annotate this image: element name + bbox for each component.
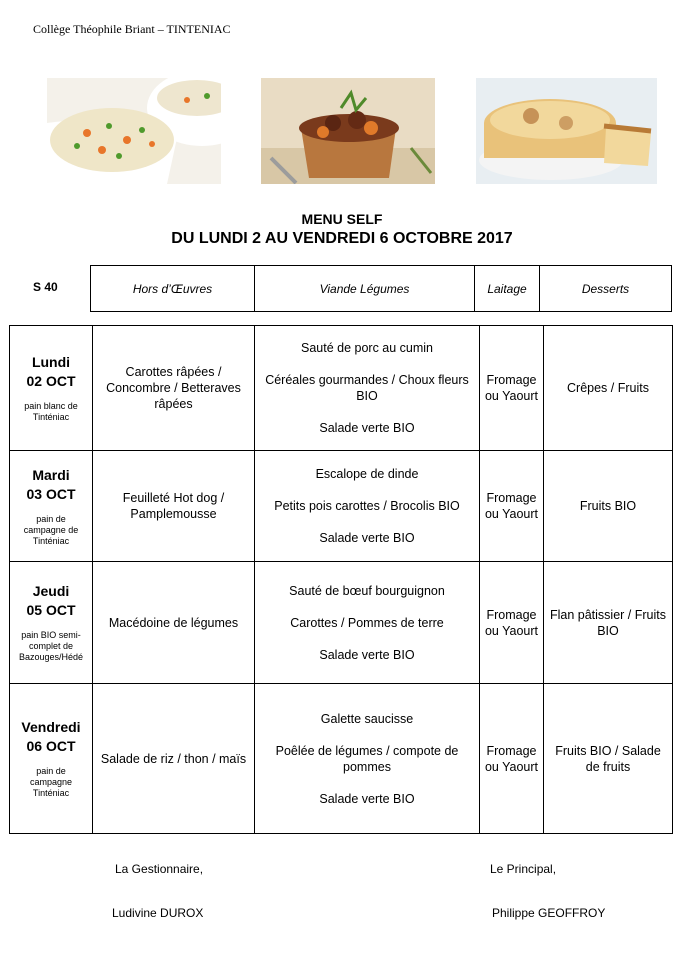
main-item: Carottes / Pommes de terre xyxy=(290,615,444,630)
table-row xyxy=(10,562,673,684)
day-date: 06 OCT xyxy=(26,738,76,754)
dessert-cell: Crêpes / Fruits xyxy=(544,326,673,451)
main-cell xyxy=(255,451,480,562)
day-date: 02 OCT xyxy=(26,373,76,389)
dairy-cell: Fromage ou Yaourt xyxy=(480,562,544,684)
main-item: Salade verte BIO xyxy=(319,531,415,545)
header-starters: Hors d’Œuvres xyxy=(91,266,255,312)
day-cell xyxy=(10,562,93,684)
header-desserts: Desserts xyxy=(540,266,672,312)
day-cell xyxy=(10,451,93,562)
principal-name: Philippe GEOFFROY xyxy=(492,906,606,920)
dessert-cell: Fruits BIO xyxy=(544,451,673,562)
main-cell xyxy=(255,684,480,834)
day-name: Mardi xyxy=(32,466,70,483)
main-item: Sauté de porc au cumin xyxy=(300,341,434,355)
table-row xyxy=(10,326,673,451)
dessert-cell: Flan pâtissier / Fruits BIO xyxy=(544,562,673,684)
main-item: Sauté de bœuf bourguignon xyxy=(289,583,445,598)
main-item: Salade verte BIO xyxy=(319,647,415,662)
manager-name: Ludivine DUROX xyxy=(112,906,204,920)
principal-role: Le Principal, xyxy=(490,862,557,876)
salad-photo xyxy=(47,78,221,184)
main-item: Poêlée de légumes / compote de pommes xyxy=(275,743,459,774)
stew-photo xyxy=(261,78,435,184)
table-row xyxy=(10,684,673,834)
menu-table xyxy=(9,325,673,834)
school-name: Collège Théophile Briant – TINTENIAC xyxy=(33,22,231,36)
menu-dates: DU LUNDI 2 AU VENDREDI 6 OCTOBRE 2017 xyxy=(171,230,513,247)
main-item: Céréales gourmandes / Choux fleurs BIO xyxy=(265,373,469,403)
starter-cell: Salade de riz / thon / maïs xyxy=(93,684,255,834)
menu-title: MENU SELF xyxy=(301,211,383,227)
main-item: Salade verte BIO xyxy=(319,421,415,435)
main-item: Escalope de dinde xyxy=(315,467,419,481)
bread-note: pain de campagne de Tinténiac xyxy=(23,513,79,546)
day-name: Vendredi xyxy=(21,719,81,735)
dairy-cell: Fromage ou Yaourt xyxy=(480,684,544,834)
main-item: Petits pois carottes / Brocolis BIO xyxy=(274,499,460,513)
column-header-table xyxy=(90,265,672,312)
main-item: Galette saucisse xyxy=(320,711,414,726)
header-dairy: Laitage xyxy=(475,266,540,312)
dessert-cell: Fruits BIO / Salade de fruits xyxy=(544,684,673,834)
manager-role: La Gestionnaire, xyxy=(115,862,204,876)
starter-cell: Feuilleté Hot dog / Pamplemousse xyxy=(93,451,255,562)
flan-photo xyxy=(476,78,657,184)
day-cell xyxy=(10,326,93,451)
day-date: 05 OCT xyxy=(26,602,76,618)
table-row xyxy=(10,451,673,562)
starter-cell: Carottes râpées / Concombre / Betteraves râpées xyxy=(93,326,255,451)
day-name: Lundi xyxy=(31,354,71,370)
main-cell xyxy=(255,562,480,684)
bread-note: pain BIO semi-complet de Bazouges/Hédé xyxy=(18,630,84,662)
bread-note: pain de campagne Tinténiac xyxy=(29,766,73,798)
day-date: 03 OCT xyxy=(26,485,76,502)
header-main: Viande Légumes xyxy=(255,266,475,312)
dairy-cell: Fromage ou Yaourt xyxy=(480,326,544,451)
day-cell xyxy=(10,684,93,834)
main-item: Salade verte BIO xyxy=(319,791,415,806)
main-cell xyxy=(255,326,480,451)
week-number: S 40 xyxy=(33,280,58,294)
day-name: Jeudi xyxy=(32,583,70,599)
starter-cell: Macédoine de légumes xyxy=(93,562,255,684)
bread-note: pain blanc de Tinténiac xyxy=(24,401,78,422)
dairy-cell: Fromage ou Yaourt xyxy=(480,451,544,562)
